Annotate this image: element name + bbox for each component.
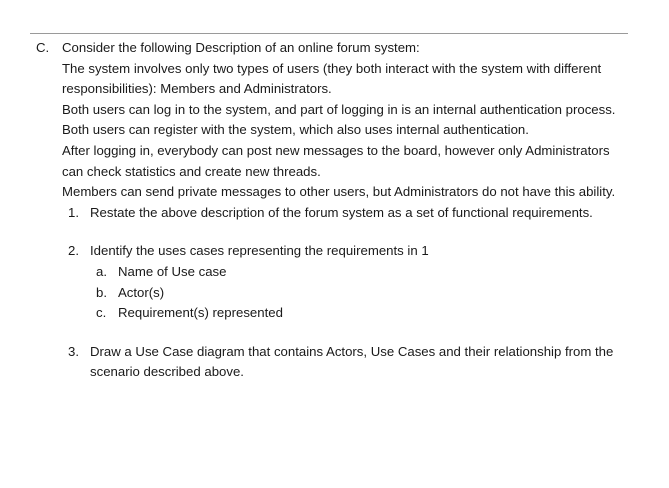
- subtask-marker: a.: [96, 263, 107, 279]
- task-text: Identify the uses cases representing the requirements in 1: [90, 243, 429, 259]
- task-marker: 3.: [68, 343, 79, 359]
- task-body: [90, 241, 628, 323]
- task-marker: 1.: [68, 204, 79, 220]
- subtask-marker: b.: [96, 284, 107, 300]
- top-divider: [30, 33, 628, 34]
- description-paragraph: Both users can log in to the system, and part of logging in is an internal authentication process.: [62, 101, 616, 117]
- subtask-text: Actor(s): [118, 284, 165, 300]
- spacer: [68, 324, 628, 342]
- subtask-text: Requirement(s) represented: [118, 305, 283, 321]
- subtask-text: Name of Use case: [118, 263, 227, 279]
- question-block: [36, 38, 628, 383]
- description-paragraph: Both users can register with the system, which also uses internal authentication.: [62, 122, 529, 138]
- task-marker: 2.: [68, 243, 79, 259]
- description-paragraph: The system involves only two types of users (they both interact with the system with different responsibilities): Members and Administrators.: [62, 60, 602, 97]
- question-marker: C.: [36, 40, 50, 55]
- task-list: [36, 203, 628, 383]
- task-item-3: [68, 342, 628, 383]
- question-heading: [36, 38, 628, 59]
- spacer: [68, 223, 628, 241]
- subtask-list: [90, 262, 628, 324]
- subtask-marker: c.: [96, 305, 107, 321]
- description-paragraph: Members can send private messages to other users, but Administrators do not have this ability.: [62, 184, 616, 200]
- subtask-item: [96, 303, 628, 324]
- subtask-item: [96, 283, 628, 304]
- task-item-1: [68, 203, 628, 224]
- task-text: Draw a Use Case diagram that contains Actors, Use Cases and their relationship from the scenario described above.: [90, 343, 614, 380]
- task-text: Restate the above description of the forum system as a set of functional requirements.: [90, 204, 593, 220]
- question-intro: Consider the following Description of an online forum system:: [62, 40, 420, 55]
- task-item-2: [68, 241, 628, 323]
- subtask-item: [96, 262, 628, 283]
- description-paragraph: After logging in, everybody can post new messages to the board, however only Administrators can check statistics and create new threads.: [62, 142, 610, 179]
